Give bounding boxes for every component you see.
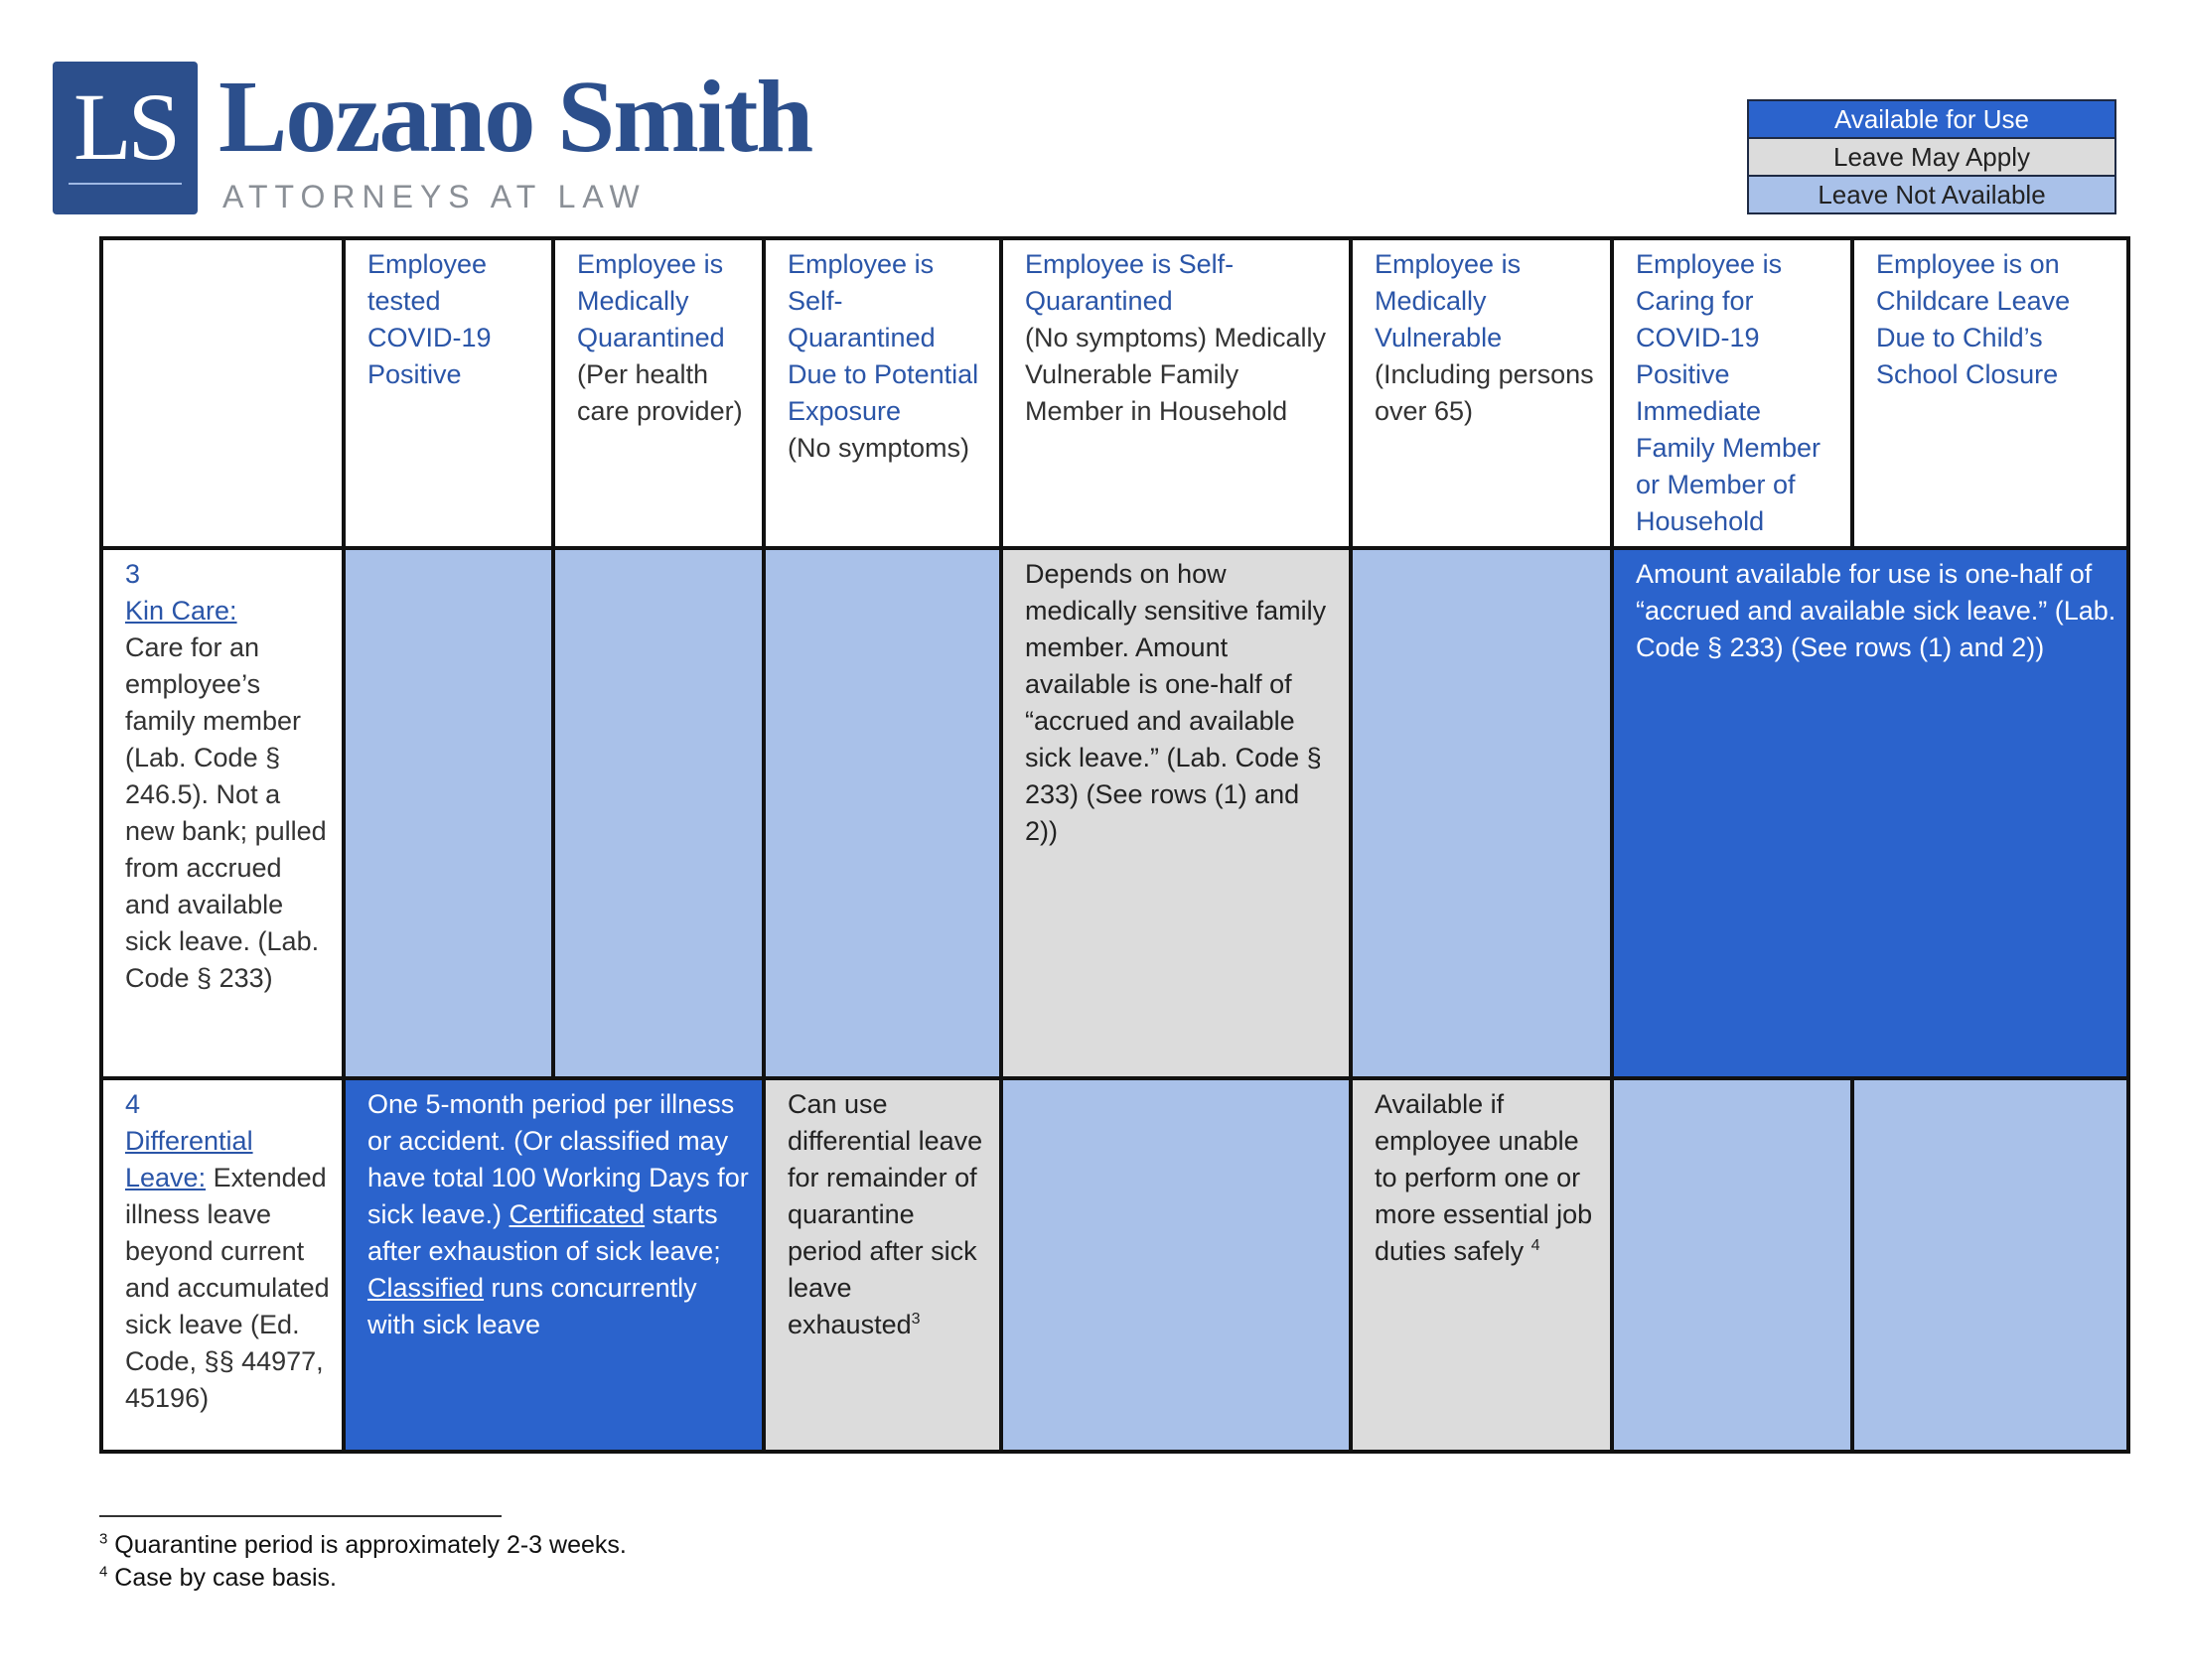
logo-rule [69,183,182,185]
row-description: Care for an employee’s family member (Lab. Code § 246.5). Not a new bank; pulled from accrued and available sick leave. (Lab. Code § 233) [125,632,327,993]
color-legend [1747,99,2116,214]
header-title: Employee is Medically Quarantined [577,249,725,352]
leave-table [99,236,2130,1454]
header-title: Employee tested COVID-19 Positive [367,249,492,389]
row-number: 4 [125,1089,141,1119]
header-title: Employee is Self-Quarantined [1025,249,1235,316]
header-cell [764,238,1001,548]
header-cell [1001,238,1351,548]
header-corner [101,238,344,548]
header-cell [1852,238,2128,548]
cell-may-apply [764,1078,1001,1452]
cell-available [344,1078,764,1452]
legend-may-apply: Leave May Apply [1749,139,2114,177]
table-row [101,548,2128,1078]
header-subtitle: (Per health care provider) [577,359,743,426]
header-title: Employee is Medically Vulnerable [1375,249,1522,352]
cell-text: Available if employee unable to perform one or more essential job duties safely [1375,1089,1593,1266]
cell-available [1612,548,2128,1078]
cell-text: Depends on how medically sensitive family member. Amount available is one-half of “accrued and available sick leave.” (Lab. Code § 233) (See rows (1) and 2)) [1025,559,1327,846]
footnote-separator [99,1515,502,1517]
row-title: Kin Care: [125,596,237,626]
header-subtitle: (No symptoms) Medically Vulnerable Family Member in Household [1025,323,1327,426]
cell-text: One 5-month period per illness or accident. (Or classified may have total 100 Working Days for sick leave.) [367,1089,749,1229]
footnote-item [99,1529,627,1562]
logo-monogram: LS [73,73,178,180]
cell-may-apply [1001,548,1351,1078]
cell-not-available [1001,1078,1351,1452]
footnote-text: Case by case basis. [107,1564,338,1592]
header-cell [553,238,764,548]
footnote-marker: 4 [99,1563,108,1581]
row-label [101,1078,344,1452]
cell-text: starts after exhaustion of sick leave; [367,1199,721,1266]
cell-text: Amount available for use is one-half of “accrued and available sick leave.” (Lab. Code § 233) (See rows (1) and 2)) [1636,559,2116,662]
footnote-ref: 3 [911,1311,921,1328]
footnote-ref: 4 [1530,1237,1540,1254]
firm-name: Lozano Smith [218,60,812,174]
cell-not-available [764,548,1001,1078]
header-subtitle: (No symptoms) [788,433,970,463]
cell-not-available [344,548,553,1078]
header-cell [1351,238,1612,548]
header-row [101,238,2128,548]
footnote-text: Quarantine period is approximately 2-3 weeks. [107,1531,627,1559]
table-row [101,1078,2128,1452]
logo-mark [53,62,198,214]
certificated-link: Certificated [509,1199,646,1229]
row-title: Differential Leave: [125,1126,253,1192]
row-label [101,548,344,1078]
cell-not-available [1612,1078,1852,1452]
footnote-item [99,1562,627,1595]
cell-text: runs concurrently with sick leave [367,1273,697,1339]
cell-not-available [1852,1078,2128,1452]
legend-available: Available for Use [1749,101,2114,139]
header-title: Employee is Self-Quarantined Due to Potential Exposure [788,249,979,426]
footnotes [99,1529,627,1595]
header-cell [344,238,553,548]
row-number: 3 [125,559,141,589]
header-cell [1612,238,1852,548]
header-subtitle: (Including persons over 65) [1375,359,1594,426]
cell-text: Can use differential leave for remainder of quarantine period after sick leave exhausted [788,1089,983,1339]
cell-may-apply [1351,1078,1612,1452]
cell-not-available [1351,548,1612,1078]
header-title: Employee is on Childcare Leave Due to Child’s School Closure [1876,249,2071,389]
firm-tagline: ATTORNEYS AT LAW [222,179,647,214]
cell-not-available [553,548,764,1078]
header-title: Employee is Caring for COVID-19 Positive Immediate Family Member or Member of Household [1636,249,1821,536]
legend-not-available: Leave Not Available [1749,177,2114,212]
row-description: Extended illness leave beyond current and accumulated sick leave (Ed. Code, §§ 44977, 45196) [125,1163,330,1413]
classified-link: Classified [367,1273,485,1303]
footnote-marker: 3 [99,1530,108,1548]
